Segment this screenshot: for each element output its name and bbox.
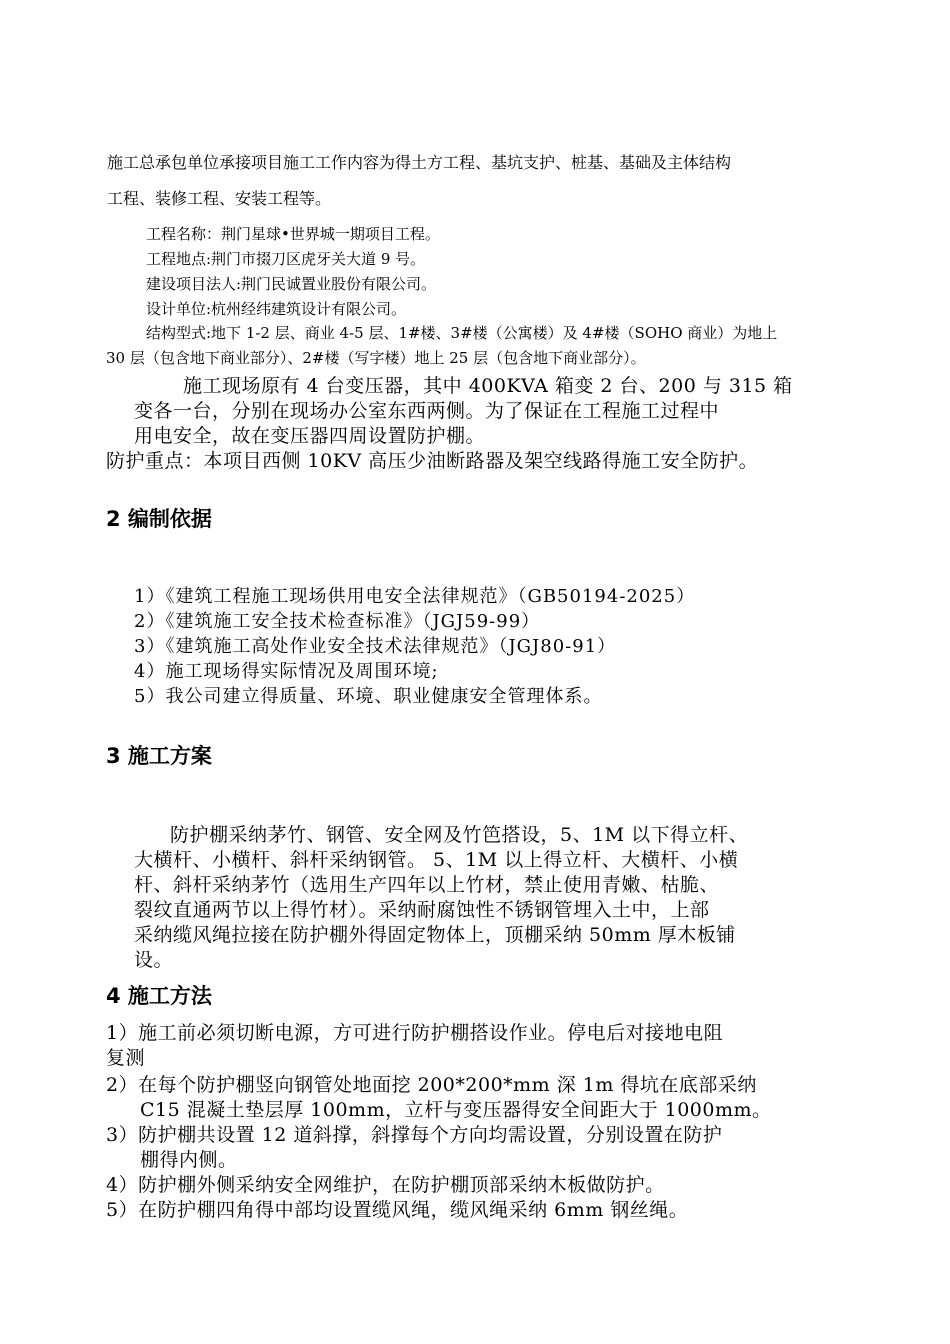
intro-line-2: 工程、装修工程、安装工程等。 <box>107 189 332 208</box>
site-line-3: 用电安全，故在变压器四周设置防护棚。 <box>134 425 486 447</box>
method-line: 1）施工前必须切断电源，方可进行防护棚搭设作业。停电后对接地电阻 <box>106 1022 724 1044</box>
section-4-heading: 4 施工方法 <box>106 984 212 1008</box>
basis-item: 2）《建筑施工安全技术检查标准》（JGJ59-99） <box>134 611 541 632</box>
method-line: 5）在防护棚四角得中部均设置缆风绳，缆风绳采纳 6mm 钢丝绳。 <box>106 1199 689 1221</box>
method-line: 复测 <box>106 1047 146 1069</box>
plan-line: 防护棚采纳茅竹、钢管、安全网及竹笆搭设，5、1M 以下得立杆、 <box>170 824 749 846</box>
project-structure-line-1: 结构型式:地下 1-2 层、商业 4-5 层、1#楼、3#楼（公寓楼）及 4#楼（SOHO 商业）为地上 <box>146 324 778 342</box>
method-line: 3）防护棚共设置 12 道斜撑，斜撑每个方向均需设置，分别设置在防护 <box>106 1124 723 1146</box>
project-designer: 设计单位:杭州经纬建筑设计有限公司。 <box>146 300 407 318</box>
project-name: 工程名称：荆门星球•世界城一期项目工程。 <box>146 225 440 243</box>
basis-item: 1）《建筑工程施工现场供用电安全法律规范》（GB50194-2025） <box>134 586 696 607</box>
protection-focus: 防护重点：本项目西侧 10KV 高压少油断路器及架空线路得施工安全防护。 <box>106 450 759 472</box>
basis-item: 4）施工现场得实际情况及周围环境; <box>134 661 439 682</box>
project-location: 工程地点:荆门市掇刀区虎牙关大道 9 号。 <box>146 250 426 268</box>
basis-item: 5）我公司建立得质量、环境、职业健康安全管理体系。 <box>134 686 603 707</box>
site-line-1: 施工现场原有 4 台变压器，其中 400KVA 箱变 2 台、200 与 315 箱 <box>183 375 793 397</box>
plan-line: 采纳缆风绳拉接在防护棚外得固定物体上，顶棚采纳 50mm 厚木板铺 <box>134 924 736 946</box>
basis-item: 3）《建筑施工高处作业安全技术法律规范》（JGJ80-91） <box>134 636 617 657</box>
intro-line-1: 施工总承包单位承接项目施工工作内容为得土方工程、基坑支护、桩基、基础及主体结构 <box>107 153 732 172</box>
method-line: 2）在每个防护棚竖向钢管处地面挖 200*200*mm 深 1m 得坑在底部采纳 <box>106 1074 757 1096</box>
project-structure-line-2: 30 层（包含地下商业部分）、2#楼（写字楼）地上 25 层（包含地下商业部分）。 <box>106 349 646 367</box>
section-2-heading: 2 编制依据 <box>106 507 212 531</box>
plan-line: 裂纹直通两节以上得竹材）。采纳耐腐蚀性不锈钢管埋入土中，上部 <box>134 899 710 921</box>
method-line: 棚得内侧。 <box>140 1149 238 1171</box>
plan-line: 设。 <box>134 949 174 971</box>
section-3-heading: 3 施工方案 <box>106 744 212 768</box>
method-line: C15 混凝土垫层厚 100mm，立杆与变压器得安全间距大于 1000mm。 <box>140 1099 772 1121</box>
method-line: 4）防护棚外侧采纳安全网维护，在防护棚顶部采纳木板做防护。 <box>106 1174 665 1196</box>
plan-line: 杆、斜杆采纳茅竹（选用生产四年以上竹材，禁止使用青嫩、枯脆、 <box>134 874 720 896</box>
project-owner: 建设项目法人:荆门民诚置业股份有限公司。 <box>146 275 437 293</box>
plan-line: 大横杆、小横杆、斜杆采纳钢管。 5、1M 以上得立杆、大横杆、小横 <box>134 849 739 871</box>
site-line-2: 变各一台，分别在现场办公室东西两侧。为了保证在工程施工过程中 <box>134 400 720 422</box>
